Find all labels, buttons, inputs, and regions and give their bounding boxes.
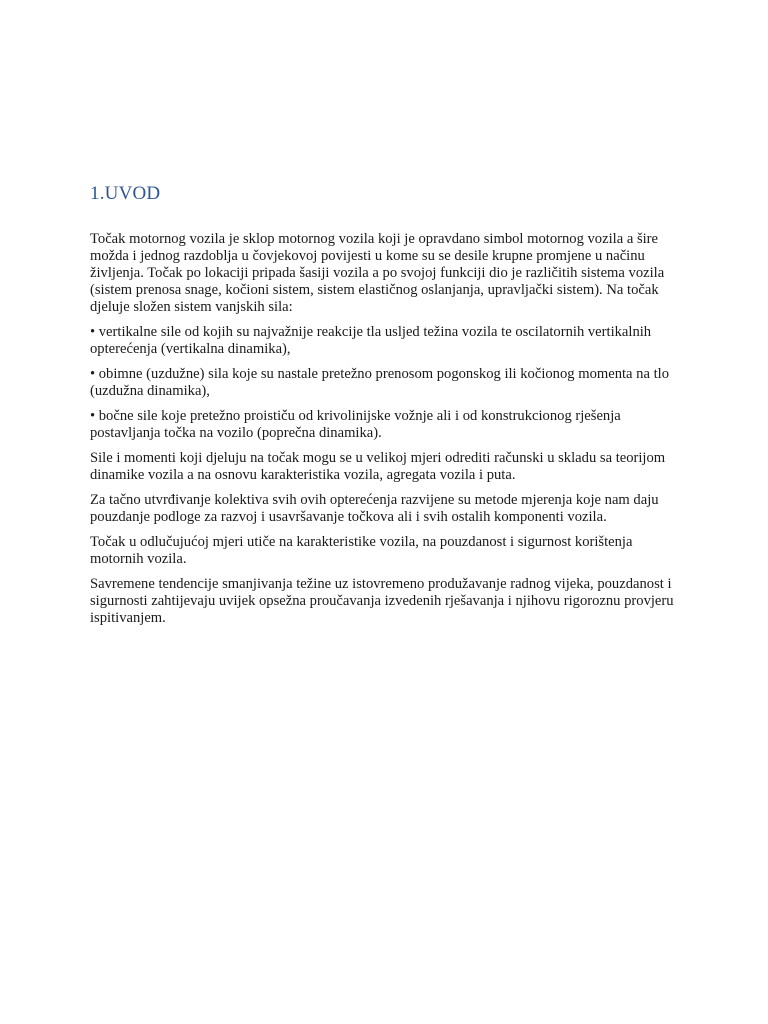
paragraph-modern-tendencies: Savremene tendencije smanjivanja težine uz istovremeno produžavanje radnog vijeka, pouzdanost i sigurnosti zahtijevaju uvijek opsežna proučavanja izvedenih rješavanja i njihovu rigoroznu provjeru ispitivanjem. bbox=[90, 576, 674, 626]
paragraph-vertical-forces: • vertikalne sile od kojih su najvažnije reakcije tla usljed težina vozila te oscilatornih vertikalnih opterećenja (vertikalna dinamika), bbox=[90, 324, 652, 357]
paragraph-wheel-influence: Točak u odlučujućoj mjeri utiče na karakteristike vozila, na pouzdanost i sigurnost korištenja motornih vozila. bbox=[90, 534, 633, 567]
paragraph-longitudinal-forces: • obimne (uzdužne) sila koje su nastale pretežno prenosom pogonskog ili kočionog momenta na tlo (uzdužna dinamika), bbox=[90, 366, 669, 399]
section-heading: 1.UVOD bbox=[90, 183, 161, 204]
paragraph-measurement-methods: Za tačno utvrđivanje kolektiva svih ovih opterećenja razvijene su metode mjerenja koje nam daju pouzdanje podloge za razvoj i usavršavanje točkova ali i svih ostalih komponenti vozila. bbox=[90, 492, 659, 525]
paragraph-lateral-forces: • bočne sile koje pretežno proističu od krivolinijske vožnje ali i od konstrukcionog rješenja postavljanja točka na vozilo (poprečna dinamika). bbox=[90, 408, 621, 441]
paragraph-forces-moments: Sile i momenti koji djeluju na točak mogu se u velikoj mjeri odrediti računski u skladu sa teorijom dinamike vozila a na osnovu karakteristika vozila, agregata vozila i puta. bbox=[90, 450, 666, 483]
paragraph-intro: Točak motornog vozila je sklop motornog vozila koji je opravdano simbol motornog vozila a šire možda i jednog razdoblja u čovjekovoj povijesti u kome su se desile krupne promjene u načinu življenja. Točak po lokaciji pripada šasiji vozila a po svojoj funkciji dio je različitih sistema vozila (sistem prenosa snage, kočioni sistem, sistem elastičnog oslanjanja, upravljački sistem). Na točak djeluje složen sistem vanjskih sila: bbox=[90, 231, 665, 315]
